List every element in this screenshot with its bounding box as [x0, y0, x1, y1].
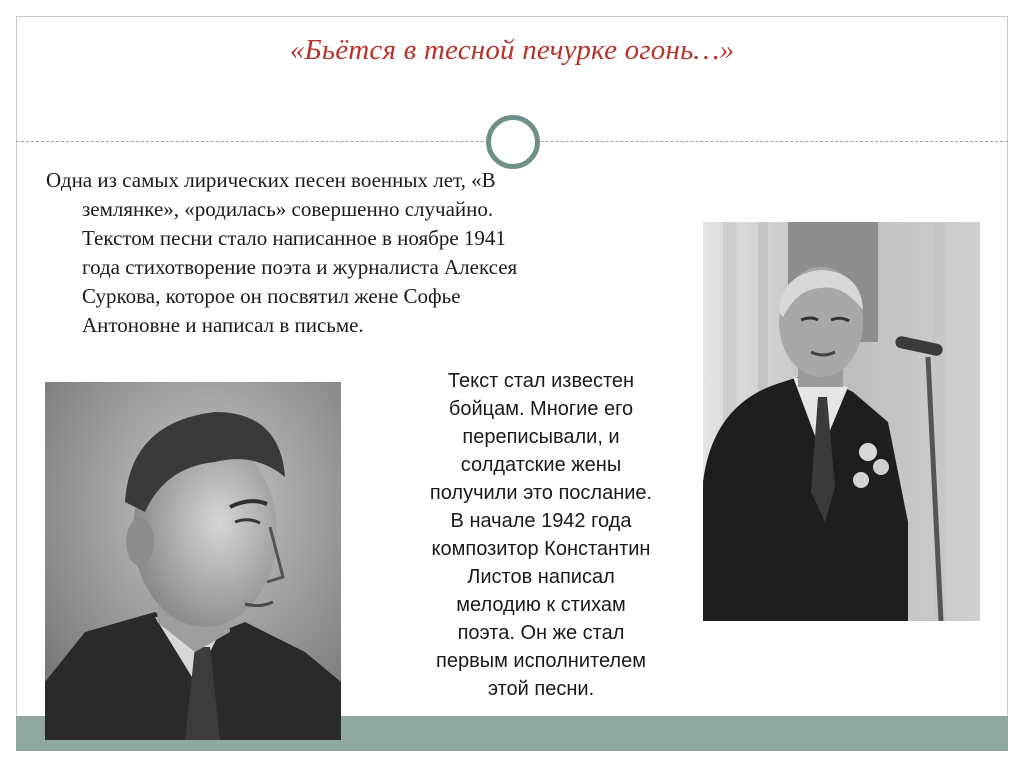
intro-line: Одна из самых лирических песен военных лет, «В [46, 168, 496, 192]
intro-paragraph [46, 166, 686, 340]
side-line: этой песни. [487, 678, 595, 700]
intro-line: Текстом песни стало написанное в ноябре 1941 [82, 226, 506, 250]
side-line: композитор Константин [431, 538, 651, 560]
side-line: солдатские жены [460, 454, 622, 476]
intro-line: землянке», «родилась» совершенно случайно. [82, 197, 494, 221]
intro-line: Антоновне и написал в письме. [82, 313, 364, 337]
portrait-photo-right [703, 222, 980, 621]
side-line: В начале 1942 года [450, 510, 632, 532]
slide-title: «Бьётся в тесной печурке огонь…» [289, 34, 735, 66]
side-line: Листов написал [467, 566, 615, 588]
intro-line: года стихотворение поэта и журналиста Алексея [82, 255, 518, 279]
side-line: поэта. Он же стал [457, 622, 625, 644]
portrait-photo-left [45, 382, 341, 740]
portrait-right-illustration [703, 222, 980, 621]
side-paragraph [376, 367, 706, 703]
side-line: получили это послание. [429, 482, 653, 504]
portrait-left-illustration [45, 382, 341, 740]
side-line: мелодию к стихам [456, 594, 626, 616]
intro-line: Суркова, которое он посвятил жене Софье [82, 284, 461, 308]
divider-circle-ornament [486, 115, 540, 169]
side-line: первым исполнителем [436, 650, 646, 672]
side-line: бойцам. Многие его [448, 398, 634, 420]
side-line: переписывали, и [462, 426, 620, 448]
side-line: Текст стал известен [447, 370, 635, 392]
